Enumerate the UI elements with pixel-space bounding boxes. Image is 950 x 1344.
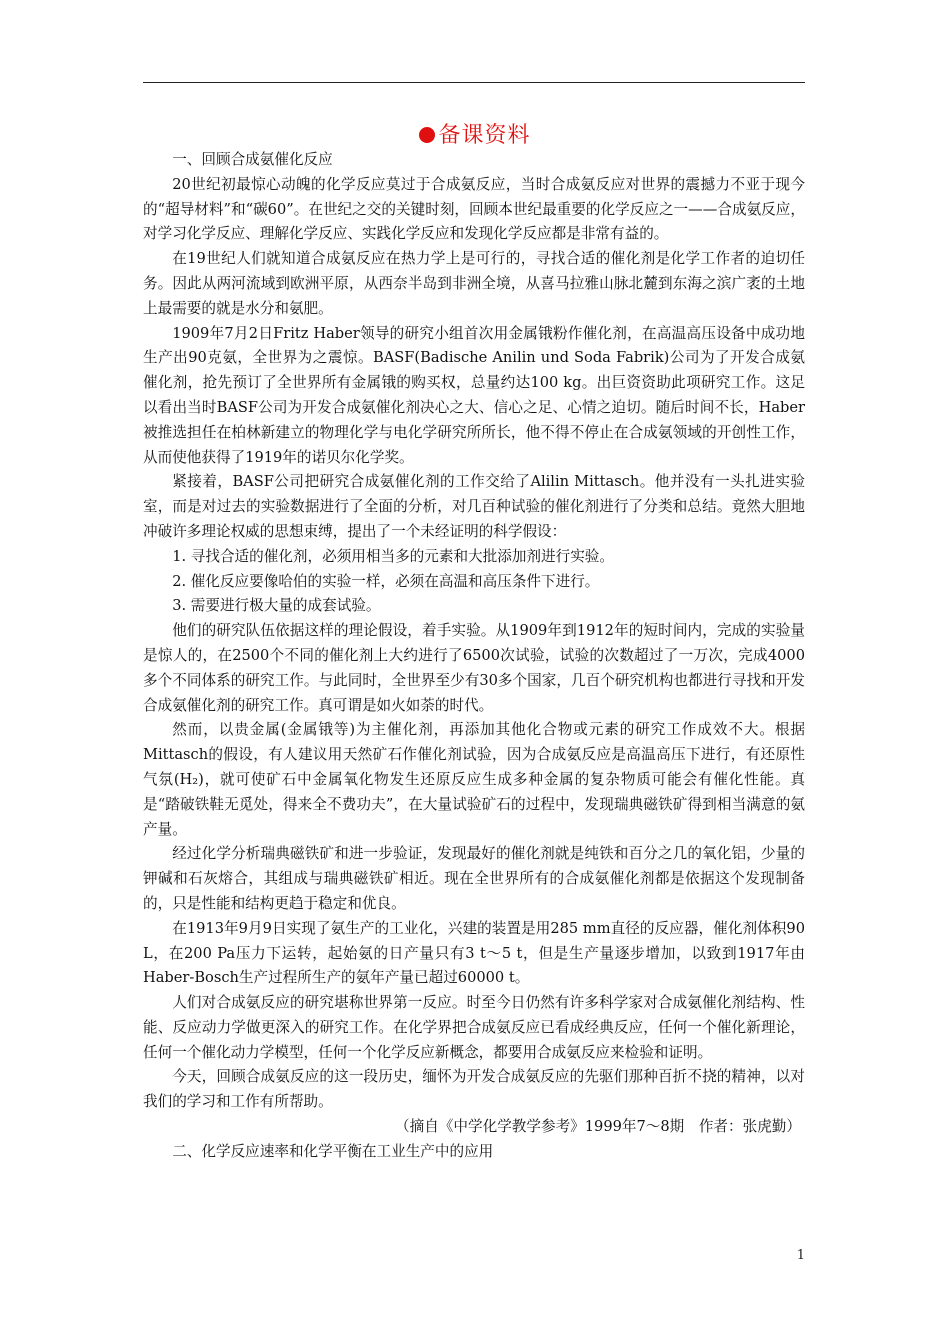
paragraph: 然而，以贵金属(金属锇等)为主催化剂，再添加其他化合物或元素的研究工作成效不大。根据Mittasch的假设，有人建议用天然矿石作催化剂试验，因为合成氨反应是高温高压下进行，有还原性气氛(H₂)，就可使矿石中金属氧化物发生还原反应生成多种金属的复杂物质可能会有催化性能。真是“踏破铁鞋无觅处，得来全不费功夫”，在大量试验矿石的过程中，发现瑞典磁铁矿得到相当满意的氨产量。 [143, 721, 805, 838]
bullet-icon [419, 127, 435, 143]
paragraph: 20世纪初最惊心动魄的化学反应莫过于合成氨反应，当时合成氨反应对世界的震撼力不亚于现今的“超导材料”和“碳60”。在世纪之交的关键时刻，回顾本世纪最重要的化学反应之一——合成氨反应，对学习化学反应、理解化学反应、实践化学反应和发现化学反应都是非常有益的。 [143, 175, 805, 243]
source-citation: （摘自《中学化学教学参考》1999年7～8期 作者：张虎勤） [395, 1118, 801, 1136]
paragraph: 在19世纪人们就知道合成氨反应在热力学上是可行的，寻找合适的催化剂是化学工作者的迫切任务。因此从两河流域到欧洲平原，从西奈半岛到非洲全境，从喜马拉雅山脉北麓到东海之滨广袤的土地上最需要的就是水分和氨肥。 [143, 250, 805, 317]
paragraph: 紧接着，BASF公司把研究合成氨催化剂的工作交给了Alilin Mittasch。他并没有一头扎进实验室，而是对过去的实验数据进行了全面的分析，对几百种试验的催化剂进行了分类和总结。竟然大胆地冲破许多理论权威的思想束缚，提出了一个未经证明的科学假设： [143, 473, 805, 540]
paragraph: 他们的研究队伍依据这样的理论假设，着手实验。从1909年到1912年的短时间内，完成的实验量是惊人的，在2500个不同的催化剂上大约进行了6500次试验，试验的次数超过了一万次，完成4000多个不同体系的研究工作。与此同时，全世界至少有30多个国家，几百个研究机构也都进行寻找和开发合成氨催化剂的研究工作。真可谓是如火如荼的时代。 [143, 622, 805, 714]
paragraph: 在1913年9月9日实现了氨生产的工业化，兴建的装置是用285 mm直径的反应器，催化剂体积90 L，在200 Pa压力下运转，起始氨的日产量只有3 t～5 t，但是生产量逐步增加，以致到1917年由Haber-Bosch生产过程所生产的氨年产量已超过60000 t。 [143, 919, 805, 987]
document-title [0, 118, 950, 149]
header-rule [143, 82, 805, 83]
section-heading-2: 二、化学反应速率和化学平衡在工业生产中的应用 [172, 1142, 494, 1160]
list-item: 1. 寻找合适的催化剂，必须用相当多的元素和大批添加剂进行实验。 [172, 547, 614, 565]
paragraph: 今天，回顾合成氨反应的这一段历史，缅怀为开发合成氨反应的先驱们那种百折不挠的精神，以对我们的学习和工作有所帮助。 [143, 1068, 805, 1111]
paragraph: 1909年7月2日Fritz Haber领导的研究小组首次用金属锇粉作催化剂，在高温高压设备中成功地生产出90克氨，全世界为之震惊。BASF(Badische Anilin und Soda Fabrik)公司为了开发合成氨催化剂，抢先预订了全世界所有金属锇的购买权，总量约达100 kg。出巨资资助此项研究工作。这足以看出当时BASF公司为开发合成氨催化剂决心之大、信心之足、心情之迫切。随后时间不长，Haber被推选担任在柏林新建立的物理化学与电化学研究所所长，他不得不停止在合成氨领域的开创性工作，从而使他获得了1919年的诺贝尔化学奖。 [143, 324, 805, 466]
paragraph: 经过化学分析瑞典磁铁矿和进一步验证，发现最好的催化剂就是纯铁和百分之几的氧化铝，少量的钾碱和石灰熔合，其组成与瑞典磁铁矿相近。现在全世界所有的合成氨催化剂都是依据这个发现制备的，只是性能和结构更趋于稳定和优良。 [143, 845, 805, 912]
list-item: 3. 需要进行极大量的成套试验。 [172, 597, 381, 615]
page-number: 1 [796, 1248, 805, 1263]
list-item: 2. 催化反应要像哈伯的实验一样，必须在高温和高压条件下进行。 [172, 572, 600, 590]
section-heading-1: 一、回顾合成氨催化反应 [172, 151, 333, 168]
paragraph: 人们对合成氨反应的研究堪称世界第一反应。时至今日仍然有许多科学家对合成氨催化剂结构、性能、反应动力学做更深入的研究工作。在化学界把合成氨反应已看成经典反应，任何一个催化新理论，任何一个催化动力学模型，任何一个化学反应新概念，都要用合成氨反应来检验和证明。 [143, 994, 805, 1061]
title-text: 备课资料 [438, 123, 531, 148]
article-body [143, 148, 805, 1165]
